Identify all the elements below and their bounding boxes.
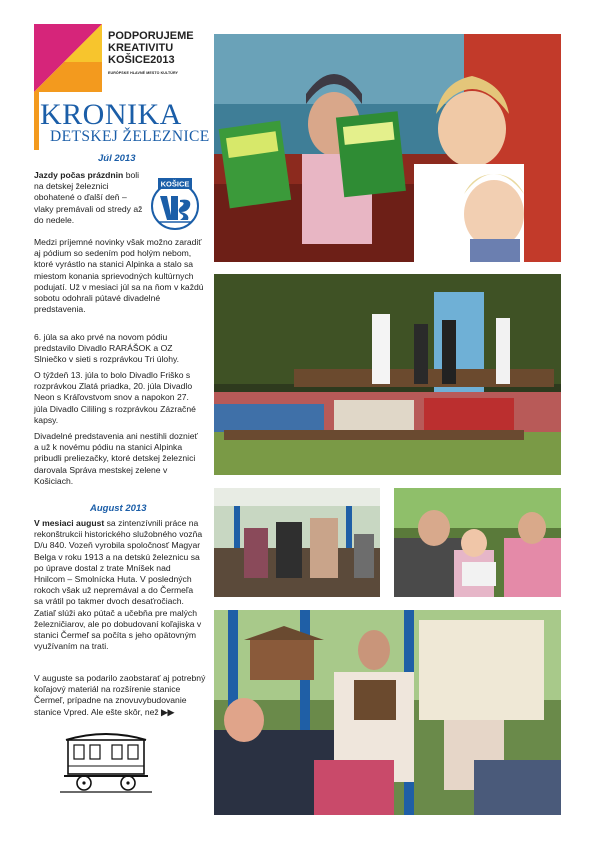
photo-storyteller-in-wagon [214,610,561,815]
tagline-line-4: EURÓPSKE HLAVNÉ MESTO KULTÚRY [108,71,179,75]
photo-children-on-train [214,34,561,262]
photo-family-with-booklet [394,488,561,597]
page-subtitle: DETSKEJ ŽELEZNICE [50,128,210,145]
double-arrow-icon: ▶▶ [161,706,175,717]
tagline-line-2: KREATIVITU [108,42,174,54]
title-accent-bar [34,92,39,150]
photo-inside-wagon [214,488,380,597]
tagline-line-3: KOŠICE2013 [108,54,175,66]
august-paragraph-1-lead: V mesiaci august [34,518,105,528]
photo-theatre-performance [214,274,561,475]
august-paragraph-1 [34,518,204,652]
july-paragraph-4: O týždeň 13. júla to bolo Divadlo Friško s rozprávkou Zlatá priadka, 20. júla Divadlo Neon s Kráľovstvom snov a napokon 27. júla Divadlo Cililing s rozprávkou Zázračné kapsy. [34,370,196,425]
kosice-railway-badge [150,172,200,236]
page-title: KRONIKA [40,98,182,131]
july-paragraph-5: Divadelné predstavenia ani nestihli doznieť a už k novému pódiu na stanici Alpinka pribudli preliezačky, ktoré detskej železnici darovala Správa mestskej zelene v Košiciach. [34,431,198,486]
july-paragraph-1-lead: Jazdy počas prázdnin [34,170,124,180]
kosice2013-logo [34,24,102,92]
august-paragraph-2 [34,673,206,718]
july-paragraph-1-text: boli na detskej železnici obohatené o ďalší deň – vlaky premávali od stredy až do nedele. [34,170,143,225]
train-car-sketch [60,726,152,796]
badge-name: KOŠICE [160,179,190,189]
tagline-line-1: PODPORUJEME [108,30,194,42]
july-paragraph-3: 6. júla sa ako prvé na novom pódiu predstavilo Divadlo RARÁŠOK a OZ Slniečko v sieti s rozprávkou Tri úlohy. [34,332,180,365]
july-paragraph-2: Medzi príjemné novinky však možno zaradiť aj pódium so sedením pod holým nebom, ktoré vyrástlo na stanici Alpinka a stalo sa miestom konania sprievodných kultúrnych podujatí. Už v mesiaci júl sa na ňom v každú sobotu odohrali pútavé divadelné predstavenia. [34,237,204,315]
august-paragraph-1-text: sa zintenzívnili práce na rekonštrukcii historického služobného vozňa D/u 840. Vozeň vyrobila spoločnosť Magyar Belga v roku 1913 a na detskú železnicu sa po úprave dostal z trate Mníšek nad Hnilcom – Smolnícka Huta. V posledných rokoch však už nepremával a do Čermeľa sa vrátil po takmer dvoch desaťročiach. Zatiaľ slúži ako pútač a učebňa pre malých železničiarov, ale po dobudovaní koľajiska v stanici Čermeľ sa počíta s jeho opätovným využívaním na trati. [34,518,203,652]
month-heading-july: Júl 2013 [98,153,136,164]
month-heading-august: August 2013 [90,503,147,514]
logo-tagline [108,30,208,79]
august-paragraph-2-text: V auguste sa podarilo zaobstarať aj potrebný koľajový materiál na rozšírenie stanice Čermeľ, prípadne na znovuvybudovanie stanice Vpred. Ale ešte skôr, než [34,673,206,717]
july-paragraph-1 [34,170,146,226]
